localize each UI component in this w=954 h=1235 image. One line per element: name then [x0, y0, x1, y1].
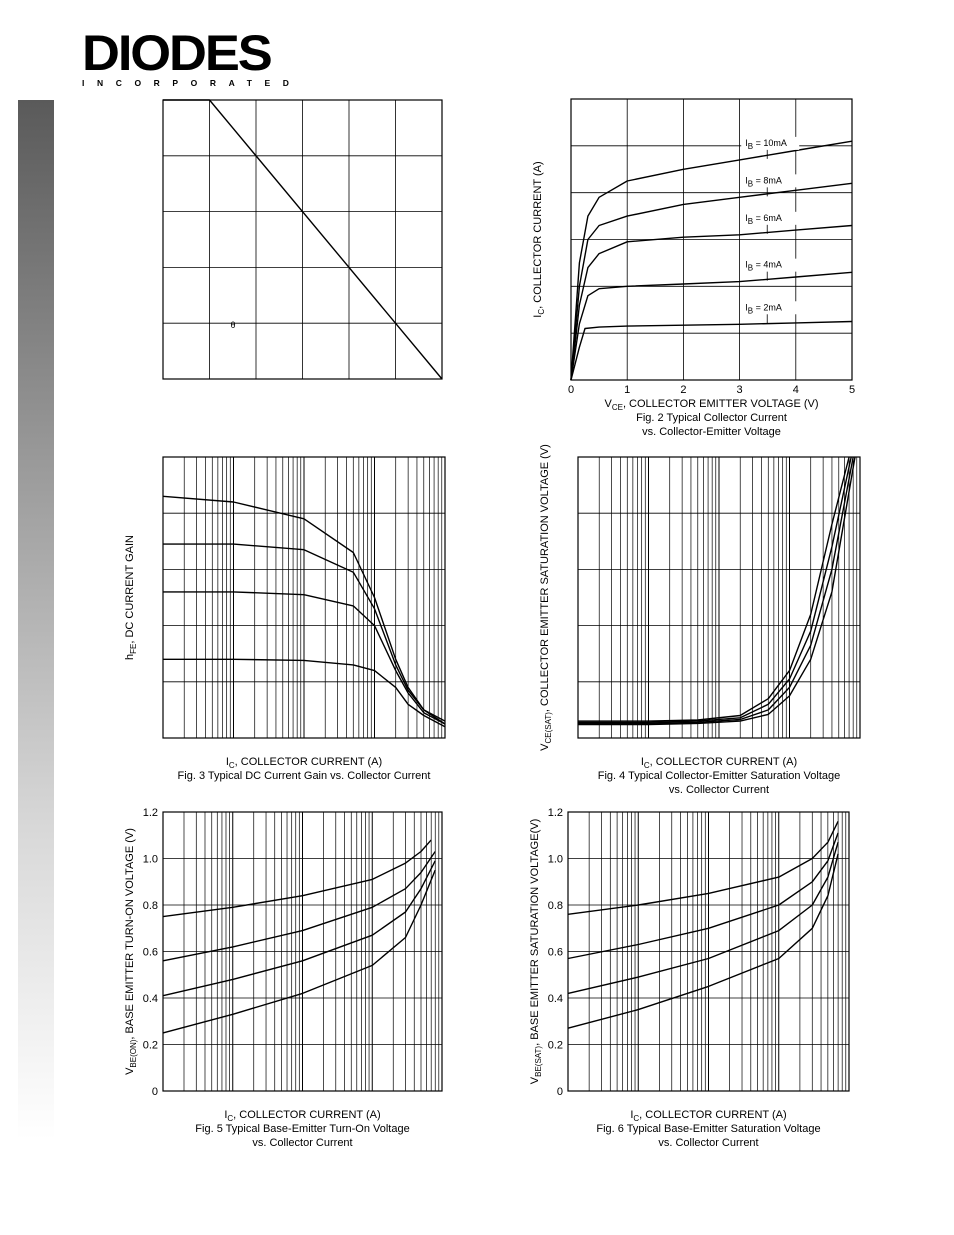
fig5-title: Fig. 5 Typical Base-Emitter Turn-On Voltage	[195, 1123, 410, 1135]
logo-word: DIODES	[82, 25, 271, 81]
logo-subtitle: INCORPORATED	[82, 78, 302, 88]
fig2-series-label: IB = 10mA	[745, 137, 787, 151]
fig2-ylabel: $I_C$, COLLECTOR CURRENT (A)	[532, 161, 546, 318]
fig5-subtitle: vs. Collector Current	[252, 1137, 353, 1149]
fig2-xtick: 0	[567, 384, 575, 396]
fig5-ytick: 1.2	[142, 807, 158, 819]
fig2-subtitle: vs. Collector-Emitter Voltage	[642, 426, 781, 438]
fig2-title: Fig. 2 Typical Collector Current	[636, 412, 787, 424]
fig4-title: Fig. 4 Typical Collector-Emitter Saturation Voltage	[597, 770, 841, 782]
fig5-ytick: 0.2	[142, 1039, 158, 1052]
fig6-ytick: 0.2	[547, 1039, 563, 1052]
fig2-series-label: IB = 8mA	[745, 175, 782, 189]
fig2-series-0	[571, 141, 852, 380]
fig2-xtick: 3	[736, 384, 743, 396]
fig2-xtick: 1	[624, 384, 631, 396]
fig5-ytick: 0.6	[142, 946, 158, 959]
fig5-ytick: 0.4	[142, 993, 158, 1005]
fig6-subtitle: vs. Collector Current	[658, 1137, 759, 1149]
fig4-xlabel: $I_C$, COLLECTOR CURRENT (A)	[640, 756, 798, 770]
fig2-xtick: 5	[848, 384, 856, 396]
fig4-series-1	[578, 457, 851, 722]
fig5-xlabel: $I_C$, COLLECTOR CURRENT (A)	[224, 1109, 381, 1123]
fig6-xlabel: $I_C$, COLLECTOR CURRENT (A)	[630, 1109, 787, 1123]
fig3-xlabel: $I_C$, COLLECTOR CURRENT (A)	[225, 756, 383, 770]
fig2-xtick: 4	[792, 384, 799, 396]
fig6-series-1	[568, 833, 838, 959]
fig2-series-label: IB = 6mA	[745, 212, 782, 226]
fig4-series-3	[578, 457, 855, 725]
fig6-series-0	[568, 821, 838, 914]
fig4-ylabel: $V_{CE(SAT)}$, COLLECTOR EMITTER SATURATION VOLTAGE (V)	[539, 444, 553, 751]
fig6-ytick: 0.8	[547, 900, 563, 912]
fig6-ytick: 0.6	[547, 946, 563, 959]
fig6-ylabel: $V_{BE(SAT)}$, BASE EMITTER SATURATION VOLTAGE(V)	[529, 818, 543, 1085]
fig5-ylabel: $V_{BE(ON)}$, BASE EMITTER TURN-ON VOLTAGE (V)	[124, 828, 138, 1075]
fig3-title: Fig. 3 Typical DC Current Gain vs. Collector Current	[177, 770, 431, 782]
fig6-ytick: 0.4	[547, 993, 563, 1005]
fig6-series-2	[568, 842, 838, 993]
fig6-title: Fig. 6 Typical Base-Emitter Saturation Voltage	[596, 1123, 821, 1135]
fig6-ytick: 1.2	[547, 807, 563, 819]
fig2-series-4	[571, 322, 852, 381]
fig2-series-2	[571, 226, 852, 381]
fig2-xlabel: $V_{CE}$, COLLECTOR EMITTER VOLTAGE (V)	[604, 398, 819, 412]
fig1-annotation: θ	[230, 320, 236, 330]
fig6-ytick: 0	[556, 1086, 563, 1098]
fig5-ytick: 1.0	[142, 853, 158, 866]
fig3-ylabel: $h_{FE}$, DC CURRENT GAIN	[124, 535, 138, 660]
fig2-series-1	[571, 183, 852, 380]
fig6-ytick: 1.0	[547, 853, 563, 866]
fig2-series-label: IB = 2mA	[745, 302, 782, 316]
fig4-subtitle: vs. Collector Current	[668, 784, 770, 796]
fig2-xtick: 2	[680, 384, 687, 396]
fig5-ytick: 0.8	[142, 900, 158, 912]
fig2-series-label: IB = 4mA	[745, 259, 782, 273]
fig5-ytick: 0	[151, 1086, 158, 1098]
fig6-series-3	[568, 854, 838, 1028]
